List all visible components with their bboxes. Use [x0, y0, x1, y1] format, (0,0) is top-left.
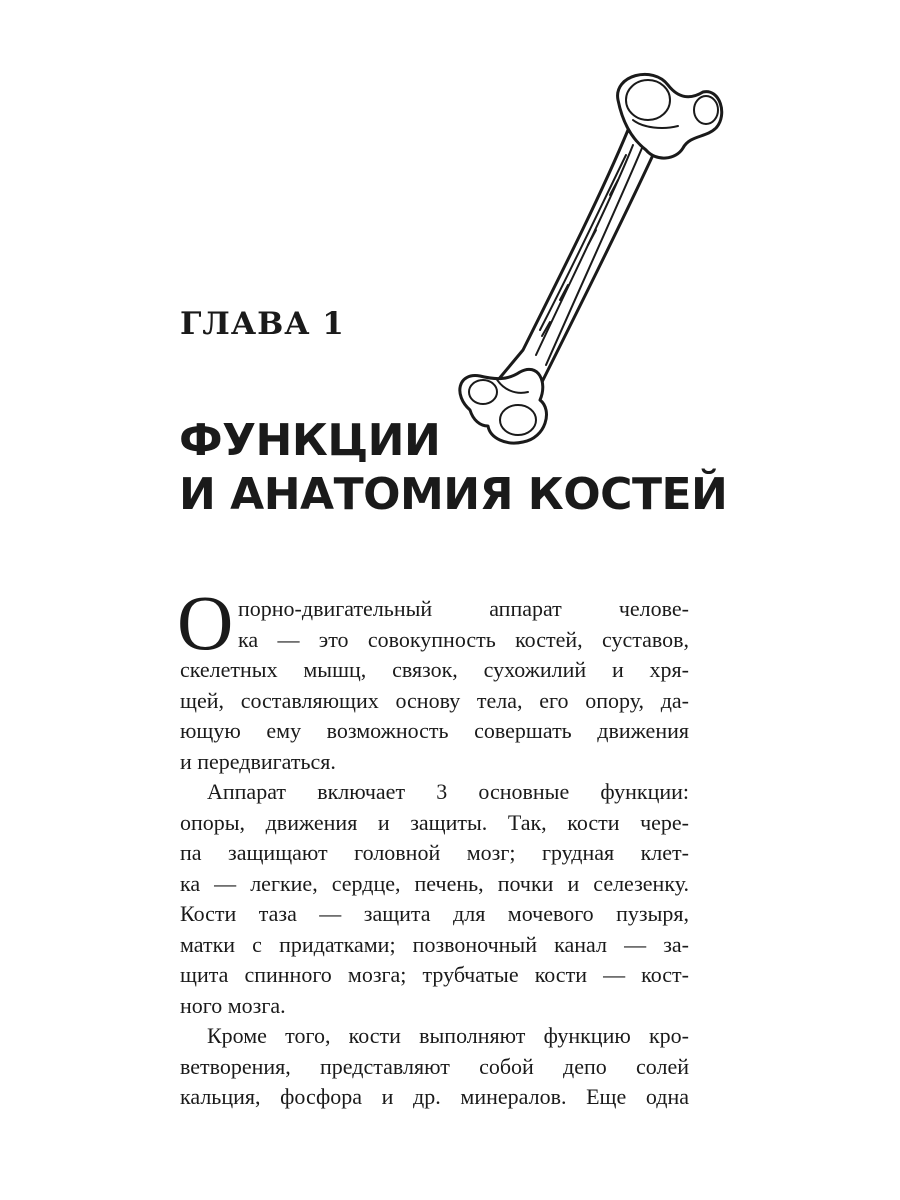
text-line: ка — легкие, сердце, печень, почки и селезенку. [180, 870, 689, 896]
text-line: и передвигаться. [180, 748, 336, 774]
text-line: скелетных мышц, связок, сухожилий и хря- [180, 657, 689, 682]
text-line: Кроме того, кости выполняют функцию кро- [207, 1023, 689, 1048]
chapter-title-line: ФУНКЦИИ [179, 415, 441, 466]
chapter-label: ГЛАВА 1 [180, 306, 345, 342]
drop-cap [177, 579, 235, 666]
text-line: матки с придатками; позвоночный канал — за- [180, 931, 689, 957]
chapter-title-line: И АНАТОМИЯ КОСТЕЙ [179, 469, 728, 520]
text-line: ка — это совокупность костей, суставов, [238, 626, 689, 652]
text-line: ного мозга. [180, 992, 286, 1018]
text-line: кальция, фосфора и др. минералов. Еще одна [180, 1084, 689, 1109]
text-line: щита спинного мозга; трубчатые кости — кост- [180, 962, 689, 987]
body-text [177, 579, 689, 1113]
text-line: порно-двигательный аппарат челове- [238, 596, 689, 621]
chapter-title [179, 414, 727, 522]
text-line: Аппарат включает 3 основные функции: [207, 779, 689, 804]
text-line: па защищают головной мозг; грудная клет- [180, 840, 689, 865]
text-line: ющую ему возможность совершать движения [180, 718, 689, 743]
text-line: щей, составляющих основу тела, его опору, да- [180, 687, 689, 713]
text-line: опоры, движения и защиты. Так, кости чере- [180, 809, 689, 835]
text-line: Кости таза — защита для мочевого пузыря, [180, 901, 689, 926]
text-line: ветворения, представляют собой депо солей [180, 1053, 689, 1079]
drop-cap-letter: О [177, 579, 234, 666]
femur-bone-icon [428, 60, 728, 460]
